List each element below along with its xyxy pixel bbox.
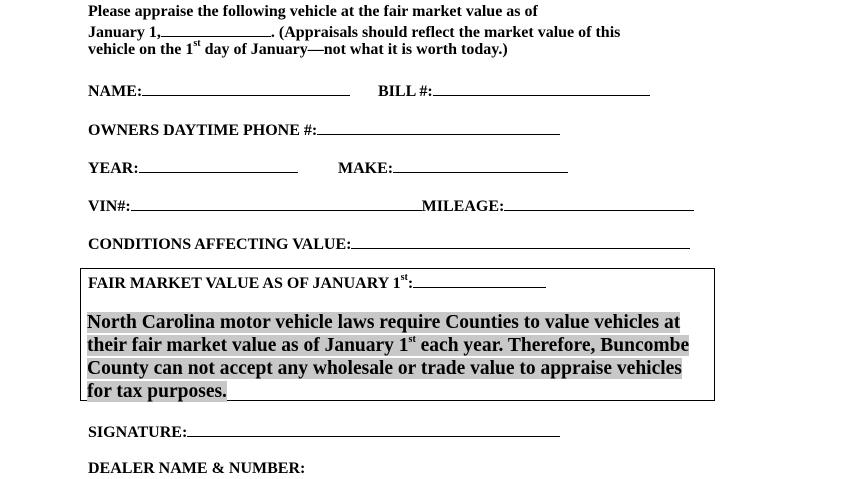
notice-text-4: for tax purposes. (87, 381, 227, 402)
notice-text-2b: each year. Therefore, Buncombe (415, 335, 690, 356)
bill-label: BILL #: (378, 83, 433, 100)
intro-text-3a: vehicle on the 1 (88, 41, 194, 58)
notice-line-1 (87, 311, 680, 334)
intro-text-2b: . (Appraisals should reflect the market value of this (270, 24, 621, 41)
notice-line-4 (87, 380, 227, 403)
name-row (88, 80, 350, 102)
bill-field[interactable] (433, 80, 650, 96)
intro-text-2a: January 1, (88, 24, 161, 41)
signature-field[interactable] (187, 421, 560, 437)
signature-row (88, 421, 560, 443)
dealer-row (88, 459, 305, 479)
signature-label: SIGNATURE: (88, 424, 188, 441)
notice-text-3: County can not accept any wholesale or trade value to appraise vehicles (87, 358, 682, 379)
make-field[interactable] (393, 157, 568, 173)
vin-mileage-row (88, 195, 694, 217)
phone-field[interactable] (317, 119, 560, 135)
dealer-label: DEALER NAME & NUMBER: (88, 460, 306, 477)
vin-field[interactable] (131, 195, 422, 211)
intro-text-3sup: st (193, 37, 201, 49)
bill-row (378, 80, 650, 102)
fmv-label-b: : (407, 275, 414, 292)
notice-text-1: North Carolina motor vehicle laws require Counties to value vehicles at (87, 312, 681, 333)
make-row (338, 157, 568, 179)
fmv-label-a: FAIR MARKET VALUE AS OF JANUARY 1 (88, 275, 401, 292)
year-label: YEAR: (88, 160, 139, 177)
year-row (88, 157, 298, 179)
conditions-field[interactable] (351, 233, 690, 249)
intro-text-3b: day of January—not what it is worth today.) (200, 41, 508, 58)
make-label: MAKE: (338, 160, 394, 177)
intro-text-1: Please appraise the following vehicle at the fair market value as of (88, 3, 538, 20)
name-label: NAME: (88, 83, 143, 100)
conditions-label: CONDITIONS AFFECTING VALUE: (88, 236, 352, 253)
fmv-field[interactable] (413, 272, 546, 288)
year-date-blank[interactable] (161, 21, 271, 37)
notice-line-2 (87, 334, 689, 357)
vin-label: VIN#: (88, 198, 131, 215)
mileage-field[interactable] (504, 195, 694, 211)
phone-row (88, 119, 560, 141)
year-field[interactable] (139, 157, 298, 173)
notice-line-3 (87, 357, 682, 380)
intro-line-1 (88, 2, 538, 22)
notice-text-2a: their fair market value as of January 1 (87, 335, 409, 356)
notice-text-2sup: st (408, 333, 416, 345)
conditions-row (88, 233, 690, 255)
intro-line-3 (88, 37, 508, 60)
fmv-label-sup: st (400, 271, 408, 283)
fmv-row (88, 272, 546, 294)
name-field[interactable] (142, 80, 350, 96)
mileage-label: MILEAGE: (421, 198, 505, 215)
phone-label: OWNERS DAYTIME PHONE #: (88, 122, 318, 139)
